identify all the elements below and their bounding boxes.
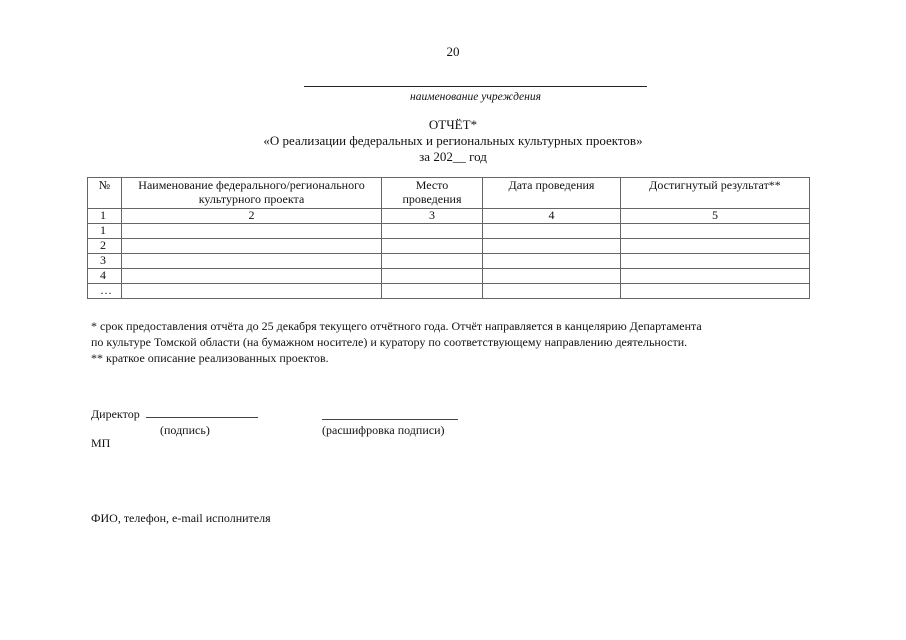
column-number: 4 xyxy=(483,209,621,224)
table-cell[interactable] xyxy=(621,269,810,284)
column-number: 1 xyxy=(88,209,122,224)
report-title-line3: за 202__ год xyxy=(419,149,487,164)
report-title-line1: ОТЧЁТ* xyxy=(428,117,478,132)
table-cell[interactable] xyxy=(122,254,382,269)
column-number: 3 xyxy=(382,209,483,224)
table-cell[interactable] xyxy=(483,269,621,284)
table-cell[interactable] xyxy=(483,239,621,254)
decoding-caption: (расшифровка подписи) xyxy=(322,423,445,437)
table-row xyxy=(88,224,810,239)
institution-name-line xyxy=(304,86,647,87)
table-row xyxy=(88,269,810,284)
header-date: Дата проведения xyxy=(483,178,621,209)
table-header-row xyxy=(88,178,810,209)
table-cell[interactable] xyxy=(122,224,382,239)
footnotes xyxy=(91,318,791,366)
report-title xyxy=(0,117,906,165)
table-cell[interactable] xyxy=(122,269,382,284)
table-row xyxy=(88,239,810,254)
row-number: … xyxy=(88,284,122,299)
institution-caption: наименование учреждения xyxy=(410,91,541,103)
table-cell[interactable] xyxy=(382,254,483,269)
footnote-1-line2: по культуре Томской области (на бумажном носителе) и куратору по соответствующему направлению деятельности. xyxy=(91,335,688,349)
table-cell[interactable] xyxy=(382,224,483,239)
director-signature-row xyxy=(91,407,258,422)
table-cell[interactable] xyxy=(621,239,810,254)
row-number: 2 xyxy=(88,239,122,254)
table-cell[interactable] xyxy=(483,254,621,269)
table-row xyxy=(88,284,810,299)
decoding-line xyxy=(322,419,458,420)
header-location: Место проведения xyxy=(382,178,483,209)
table-cell[interactable] xyxy=(382,239,483,254)
row-number: 3 xyxy=(88,254,122,269)
footnote-2: ** краткое описание реализованных проектов. xyxy=(91,351,329,365)
report-table xyxy=(87,177,810,299)
signature-caption: (подпись) xyxy=(160,423,210,437)
column-number: 2 xyxy=(122,209,382,224)
row-number: 4 xyxy=(88,269,122,284)
table-cell[interactable] xyxy=(483,224,621,239)
table-cell[interactable] xyxy=(621,254,810,269)
table-cell[interactable] xyxy=(122,239,382,254)
table-cell[interactable] xyxy=(382,269,483,284)
header-number: № xyxy=(88,178,122,209)
executor-label: ФИО, телефон, e-mail исполнителя xyxy=(91,511,271,525)
stamp-label: МП xyxy=(91,436,111,450)
table-cell[interactable] xyxy=(483,284,621,299)
column-number: 5 xyxy=(621,209,810,224)
header-result: Достигнутый результат** xyxy=(621,178,810,209)
row-number: 1 xyxy=(88,224,122,239)
report-title-line2: «О реализации федеральных и региональных культурных проектов» xyxy=(263,133,643,148)
table-cell[interactable] xyxy=(122,284,382,299)
signature-line xyxy=(146,417,258,418)
footnote-1-line1: * срок предоставления отчёта до 25 декабря текущего отчётного года. Отчёт направляется в канцелярию Департамента xyxy=(91,319,702,333)
table-cell[interactable] xyxy=(621,284,810,299)
column-number-row xyxy=(88,209,810,224)
table-cell[interactable] xyxy=(382,284,483,299)
page-number: 20 xyxy=(446,44,460,59)
header-project-name: Наименование федерального/регионального культурного проекта xyxy=(122,178,382,209)
director-label: Директор xyxy=(91,407,140,421)
table-cell[interactable] xyxy=(621,224,810,239)
table-row xyxy=(88,254,810,269)
